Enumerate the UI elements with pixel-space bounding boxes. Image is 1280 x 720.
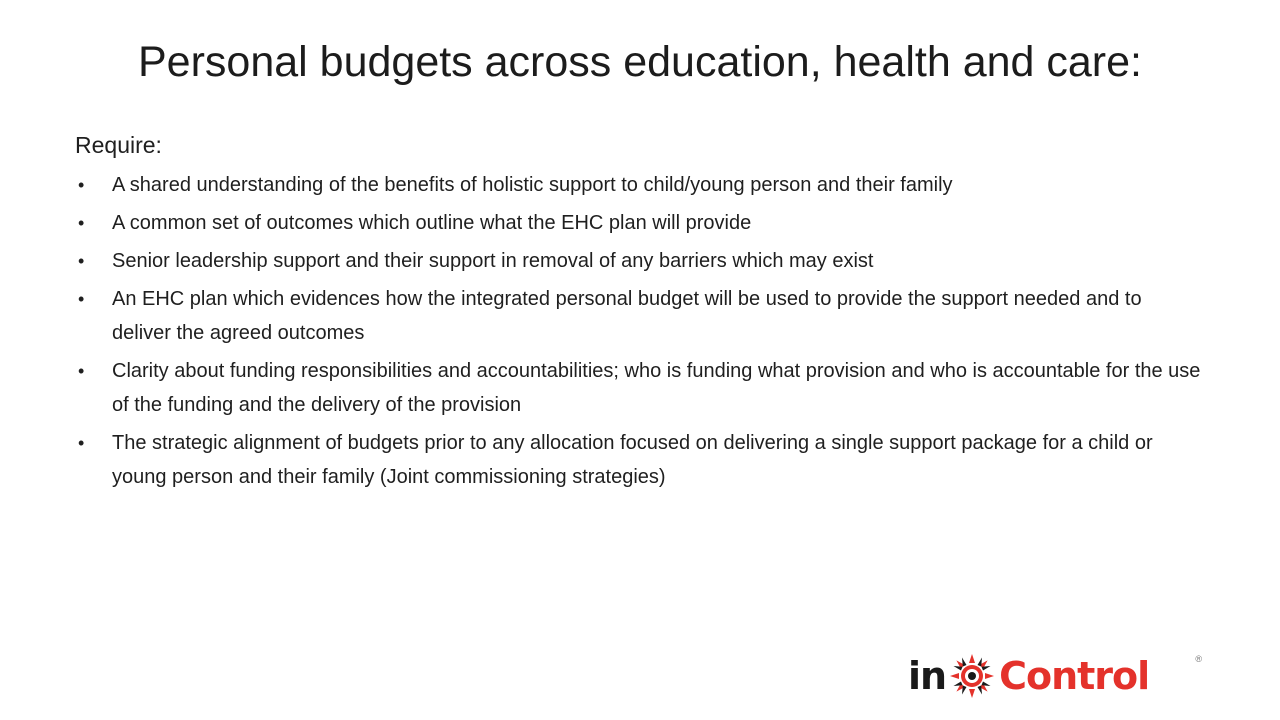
list-item-text: A common set of outcomes which outline what the EHC plan will provide bbox=[112, 212, 752, 234]
slide-body bbox=[75, 128, 1205, 498]
list-item-text: The strategic alignment of budgets prior to any allocation focused on delivering a single support package for a child or young person and their family (Joint commissioning strategies) bbox=[112, 432, 1153, 488]
bullet-icon: • bbox=[78, 213, 85, 233]
sun-icon bbox=[949, 653, 995, 699]
list-item-text: An EHC plan which evidences how the integrated personal budget will be used to provide the support needed and to deliver the agreed outcomes bbox=[112, 288, 1142, 344]
bullet-icon: • bbox=[78, 289, 85, 309]
intro-text: Require: bbox=[75, 132, 162, 158]
requirements-list bbox=[75, 168, 1205, 494]
bullet-icon: • bbox=[78, 175, 85, 195]
logo-prefix: in bbox=[908, 654, 947, 698]
slide-title: Personal budgets across education, health and care: bbox=[138, 38, 1142, 86]
list-item-text: Clarity about funding responsibilities and accountabilities; who is funding what provision and who is accountable for the use of the funding and the delivery of the provision bbox=[112, 360, 1201, 416]
bullet-icon: • bbox=[78, 361, 85, 381]
list-item bbox=[75, 282, 1205, 350]
registered-mark: ® bbox=[1195, 654, 1202, 664]
logo-suffix: Control bbox=[999, 654, 1150, 698]
list-item-text: A shared understanding of the benefits of holistic support to child/young person and their family bbox=[112, 174, 953, 196]
bullet-icon: • bbox=[78, 433, 85, 453]
in-control-logo bbox=[908, 652, 1206, 700]
list-item bbox=[75, 354, 1205, 422]
list-item-text: Senior leadership support and their support in removal of any barriers which may exist bbox=[112, 250, 874, 272]
list-item bbox=[75, 426, 1205, 494]
list-item bbox=[75, 206, 1205, 240]
bullet-icon: • bbox=[78, 251, 85, 271]
list-item bbox=[75, 168, 1205, 202]
list-item bbox=[75, 244, 1205, 278]
